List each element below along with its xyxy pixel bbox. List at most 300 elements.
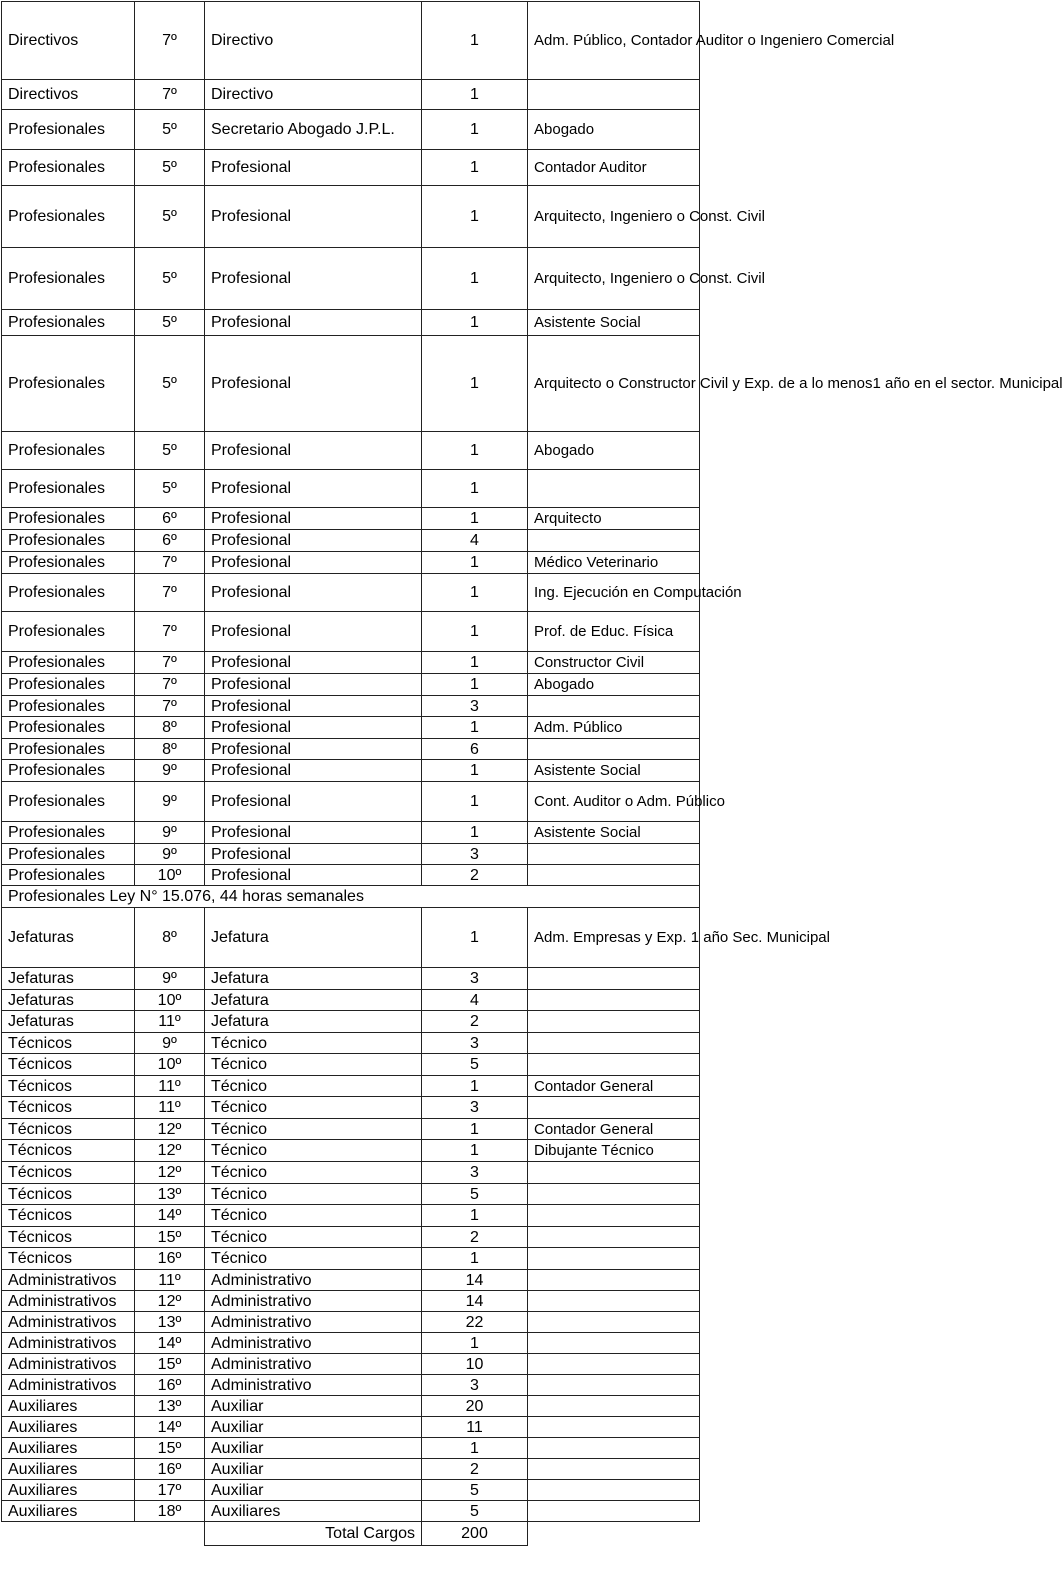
position-cell: Profesional xyxy=(205,470,422,508)
escalafon-cell: Técnicos xyxy=(2,1119,135,1140)
escalafon-cell: Auxiliares xyxy=(2,1396,135,1417)
table-row xyxy=(2,1076,700,1097)
table-row xyxy=(2,1270,700,1291)
table-row xyxy=(2,1312,700,1333)
grade-cell: 16º xyxy=(135,1375,205,1396)
requirement-cell: Adm. Público, Contador Auditor o Ingeniero Comercial xyxy=(528,2,700,80)
requirement-cell xyxy=(528,80,700,110)
requirement-cell xyxy=(528,1227,700,1248)
escalafon-cell: Administrativos xyxy=(2,1291,135,1312)
requirement-cell: Abogado xyxy=(528,432,700,470)
requirement-cell xyxy=(528,1097,700,1119)
quantity-cell: 4 xyxy=(422,990,528,1011)
grade-cell: 10º xyxy=(135,990,205,1011)
table-row xyxy=(2,674,700,696)
escalafon-cell: Profesionales xyxy=(2,248,135,310)
table-row xyxy=(2,310,700,336)
quantity-cell: 11 xyxy=(422,1417,528,1438)
grade-cell: 12º xyxy=(135,1291,205,1312)
quantity-cell: 14 xyxy=(422,1291,528,1312)
requirement-cell: Dibujante Técnico xyxy=(528,1140,700,1162)
grade-cell: 6º xyxy=(135,508,205,530)
escalafon-cell: Profesionales xyxy=(2,508,135,530)
escalafon-cell: Técnicos xyxy=(2,1227,135,1248)
escalafon-cell: Técnicos xyxy=(2,1205,135,1227)
requirement-cell xyxy=(528,1011,700,1033)
escalafon-cell: Profesionales xyxy=(2,110,135,150)
quantity-cell: 1 xyxy=(422,1076,528,1097)
table-row xyxy=(2,110,700,150)
blank-cell xyxy=(528,1522,700,1546)
grade-cell: 7º xyxy=(135,652,205,674)
staffing-table xyxy=(1,1,1063,1546)
table-row xyxy=(2,150,700,186)
requirement-cell: Médico Veterinario xyxy=(528,552,700,574)
requirement-cell: Arquitecto, Ingeniero o Const. Civil xyxy=(528,248,700,310)
grade-cell: 13º xyxy=(135,1312,205,1333)
quantity-cell: 1 xyxy=(422,1248,528,1270)
quantity-cell: 1 xyxy=(422,1205,528,1227)
quantity-cell: 1 xyxy=(422,336,528,432)
escalafon-cell: Profesionales xyxy=(2,674,135,696)
position-cell: Profesional xyxy=(205,696,422,717)
grade-cell: 11º xyxy=(135,1011,205,1033)
escalafon-cell: Profesionales xyxy=(2,336,135,432)
requirement-cell: Prof. de Educ. Física xyxy=(528,612,700,652)
position-cell: Profesional xyxy=(205,865,422,886)
table-row xyxy=(2,80,700,110)
table-row xyxy=(2,1162,700,1184)
grade-cell: 8º xyxy=(135,717,205,739)
requirement-cell xyxy=(528,844,700,865)
requirement-cell: Abogado xyxy=(528,674,700,696)
grade-cell: 15º xyxy=(135,1227,205,1248)
table-row xyxy=(2,1184,700,1205)
position-cell: Administrativo xyxy=(205,1354,422,1375)
grade-cell: 9º xyxy=(135,844,205,865)
escalafon-cell: Profesionales xyxy=(2,696,135,717)
grade-cell: 10º xyxy=(135,865,205,886)
escalafon-cell: Técnicos xyxy=(2,1140,135,1162)
grade-cell: 5º xyxy=(135,432,205,470)
requirement-cell xyxy=(528,1417,700,1438)
grade-cell: 8º xyxy=(135,739,205,760)
grade-cell: 7º xyxy=(135,612,205,652)
position-cell: Auxiliar xyxy=(205,1480,422,1501)
requirement-cell xyxy=(528,1162,700,1184)
grade-cell: 14º xyxy=(135,1205,205,1227)
position-cell: Auxiliar xyxy=(205,1459,422,1480)
quantity-cell: 1 xyxy=(422,2,528,80)
grade-cell: 7º xyxy=(135,552,205,574)
position-cell: Auxiliar xyxy=(205,1417,422,1438)
table-row xyxy=(2,968,700,990)
quantity-cell: 1 xyxy=(422,248,528,310)
requirement-cell: Arquitecto, Ingeniero o Const. Civil xyxy=(528,186,700,248)
grade-cell: 9º xyxy=(135,782,205,822)
escalafon-cell: Jefaturas xyxy=(2,968,135,990)
table-row xyxy=(2,1140,700,1162)
table-row xyxy=(2,1119,700,1140)
escalafon-cell: Técnicos xyxy=(2,1054,135,1076)
escalafon-cell: Profesionales xyxy=(2,310,135,336)
escalafon-cell: Profesionales xyxy=(2,574,135,612)
requirement-cell: Asistente Social xyxy=(528,822,700,844)
requirement-cell xyxy=(528,1459,700,1480)
escalafon-cell: Técnicos xyxy=(2,1184,135,1205)
grade-cell: 7º xyxy=(135,674,205,696)
escalafon-cell: Profesionales xyxy=(2,739,135,760)
escalafon-cell: Profesionales xyxy=(2,470,135,508)
escalafon-cell: Profesionales xyxy=(2,552,135,574)
escalafon-cell: Directivos xyxy=(2,2,135,80)
requirement-cell: Contador Auditor xyxy=(528,150,700,186)
table-body xyxy=(2,2,1063,1546)
position-cell: Jefatura xyxy=(205,1011,422,1033)
quantity-cell: 1 xyxy=(422,110,528,150)
escalafon-cell: Profesionales xyxy=(2,844,135,865)
position-cell: Profesional xyxy=(205,186,422,248)
quantity-cell: 1 xyxy=(422,432,528,470)
escalafon-cell: Auxiliares xyxy=(2,1480,135,1501)
position-cell: Técnico xyxy=(205,1227,422,1248)
escalafon-cell: Profesionales xyxy=(2,717,135,739)
position-cell: Profesional xyxy=(205,717,422,739)
position-cell: Administrativo xyxy=(205,1270,422,1291)
position-cell: Profesional xyxy=(205,150,422,186)
quantity-cell: 3 xyxy=(422,1162,528,1184)
position-cell: Auxiliares xyxy=(205,1501,422,1522)
grade-cell: 7º xyxy=(135,696,205,717)
requirement-cell xyxy=(528,865,700,886)
position-cell: Profesional xyxy=(205,508,422,530)
table-row xyxy=(2,470,700,508)
table-row xyxy=(2,652,700,674)
requirement-cell xyxy=(528,1375,700,1396)
table-row xyxy=(2,822,700,844)
position-cell: Técnico xyxy=(205,1097,422,1119)
requirement-cell: Constructor Civil xyxy=(528,652,700,674)
grade-cell: 8º xyxy=(135,908,205,968)
quantity-cell: 6 xyxy=(422,739,528,760)
quantity-cell: 1 xyxy=(422,574,528,612)
requirement-cell: Cont. Auditor o Adm. Público xyxy=(528,782,700,822)
quantity-cell: 1 xyxy=(422,310,528,336)
requirement-cell xyxy=(528,990,700,1011)
requirement-cell xyxy=(528,1054,700,1076)
grade-cell: 14º xyxy=(135,1417,205,1438)
grade-cell: 6º xyxy=(135,530,205,552)
table-row xyxy=(2,886,700,908)
position-cell: Directivo xyxy=(205,80,422,110)
grade-cell: 17º xyxy=(135,1480,205,1501)
position-cell: Profesional xyxy=(205,652,422,674)
requirement-cell: Asistente Social xyxy=(528,760,700,782)
position-cell: Técnico xyxy=(205,1033,422,1054)
position-cell: Profesional xyxy=(205,248,422,310)
table-row xyxy=(2,552,700,574)
position-cell: Jefatura xyxy=(205,990,422,1011)
quantity-cell: 5 xyxy=(422,1501,528,1522)
total-value: 200 xyxy=(422,1522,528,1546)
position-cell: Técnico xyxy=(205,1119,422,1140)
requirement-cell: Arquitecto o Constructor Civil y Exp. de a lo menos1 año en el sector. Municipal xyxy=(528,336,700,432)
total-label: Total Cargos xyxy=(205,1522,422,1546)
requirement-cell xyxy=(528,696,700,717)
escalafon-cell: Profesionales xyxy=(2,432,135,470)
escalafon-cell: Profesionales xyxy=(2,150,135,186)
table-row xyxy=(2,1480,700,1501)
position-cell: Auxiliar xyxy=(205,1396,422,1417)
requirement-cell xyxy=(528,1291,700,1312)
position-cell: Administrativo xyxy=(205,1375,422,1396)
requirement-cell xyxy=(528,1438,700,1459)
grade-cell: 5º xyxy=(135,110,205,150)
table-row xyxy=(2,2,700,80)
quantity-cell: 1 xyxy=(422,80,528,110)
table-row xyxy=(2,432,700,470)
position-cell: Secretario Abogado J.P.L. xyxy=(205,110,422,150)
position-cell: Profesional xyxy=(205,432,422,470)
grade-cell: 15º xyxy=(135,1438,205,1459)
requirement-cell xyxy=(528,1184,700,1205)
grade-cell: 9º xyxy=(135,1033,205,1054)
quantity-cell: 1 xyxy=(422,186,528,248)
quantity-cell: 1 xyxy=(422,1438,528,1459)
quantity-cell: 1 xyxy=(422,652,528,674)
escalafon-cell: Técnicos xyxy=(2,1097,135,1119)
grade-cell: 16º xyxy=(135,1459,205,1480)
grade-cell: 5º xyxy=(135,150,205,186)
position-cell: Profesional xyxy=(205,782,422,822)
requirement-cell xyxy=(528,739,700,760)
position-cell: Profesional xyxy=(205,310,422,336)
table-row xyxy=(2,1011,700,1033)
quantity-cell: 1 xyxy=(422,1333,528,1354)
grade-cell: 5º xyxy=(135,310,205,336)
table-row xyxy=(2,865,700,886)
position-cell: Profesional xyxy=(205,336,422,432)
escalafon-cell: Técnicos xyxy=(2,1033,135,1054)
table-row xyxy=(2,336,700,432)
requirement-cell xyxy=(528,1396,700,1417)
table-row xyxy=(2,1375,700,1396)
requirement-cell xyxy=(528,1333,700,1354)
table-row xyxy=(2,1248,700,1270)
grade-cell: 5º xyxy=(135,336,205,432)
escalafon-cell: Administrativos xyxy=(2,1375,135,1396)
escalafon-cell: Auxiliares xyxy=(2,1459,135,1480)
escalafon-cell: Técnicos xyxy=(2,1076,135,1097)
quantity-cell: 3 xyxy=(422,696,528,717)
grade-cell: 13º xyxy=(135,1396,205,1417)
grade-cell: 13º xyxy=(135,1184,205,1205)
quantity-cell: 1 xyxy=(422,552,528,574)
grade-cell: 14º xyxy=(135,1333,205,1354)
position-cell: Profesional xyxy=(205,674,422,696)
grade-cell: 7º xyxy=(135,2,205,80)
grade-cell: 5º xyxy=(135,470,205,508)
position-cell: Técnico xyxy=(205,1205,422,1227)
requirement-cell xyxy=(528,1354,700,1375)
quantity-cell: 3 xyxy=(422,1033,528,1054)
grade-cell: 12º xyxy=(135,1140,205,1162)
table-row xyxy=(2,1333,700,1354)
quantity-cell: 3 xyxy=(422,1097,528,1119)
quantity-cell: 5 xyxy=(422,1184,528,1205)
table-row xyxy=(2,1205,700,1227)
grade-cell: 11º xyxy=(135,1097,205,1119)
escalafon-cell: Jefaturas xyxy=(2,990,135,1011)
position-cell: Profesional xyxy=(205,530,422,552)
table-row xyxy=(2,908,700,968)
grade-cell: 11º xyxy=(135,1270,205,1291)
quantity-cell: 1 xyxy=(422,760,528,782)
escalafon-cell: Administrativos xyxy=(2,1333,135,1354)
position-cell: Técnico xyxy=(205,1140,422,1162)
requirement-cell: Adm. Empresas y Exp. 1 año Sec. Municipal xyxy=(528,908,700,968)
quantity-cell: 2 xyxy=(422,865,528,886)
requirement-cell: Contador General xyxy=(528,1119,700,1140)
table-row xyxy=(2,574,700,612)
quantity-cell: 2 xyxy=(422,1459,528,1480)
table-row xyxy=(2,248,700,310)
table-row xyxy=(2,1054,700,1076)
quantity-cell: 1 xyxy=(422,717,528,739)
table-row xyxy=(2,530,700,552)
requirement-cell xyxy=(528,530,700,552)
position-cell: Profesional xyxy=(205,612,422,652)
escalafon-cell: Profesionales xyxy=(2,530,135,552)
table-row xyxy=(2,1417,700,1438)
position-cell: Técnico xyxy=(205,1054,422,1076)
table-row xyxy=(2,186,700,248)
requirement-cell xyxy=(528,1312,700,1333)
position-cell: Técnico xyxy=(205,1076,422,1097)
escalafon-cell: Profesionales xyxy=(2,865,135,886)
quantity-cell: 5 xyxy=(422,1054,528,1076)
escalafon-cell: Directivos xyxy=(2,80,135,110)
quantity-cell: 1 xyxy=(422,782,528,822)
requirement-cell xyxy=(528,1248,700,1270)
escalafon-cell: Auxiliares xyxy=(2,1501,135,1522)
table-row xyxy=(2,1033,700,1054)
quantity-cell: 10 xyxy=(422,1354,528,1375)
escalafon-cell: Auxiliares xyxy=(2,1438,135,1459)
escalafon-cell: Profesionales xyxy=(2,652,135,674)
table-row xyxy=(2,1396,700,1417)
position-cell: Administrativo xyxy=(205,1333,422,1354)
escalafon-cell: Técnicos xyxy=(2,1162,135,1184)
escalafon-cell: Administrativos xyxy=(2,1270,135,1291)
position-cell: Directivo xyxy=(205,2,422,80)
quantity-cell: 4 xyxy=(422,530,528,552)
table-row xyxy=(2,1354,700,1375)
escalafon-cell: Profesionales xyxy=(2,782,135,822)
grade-cell: 7º xyxy=(135,80,205,110)
position-cell: Auxiliar xyxy=(205,1438,422,1459)
position-cell: Técnico xyxy=(205,1162,422,1184)
position-cell: Profesional xyxy=(205,552,422,574)
table-row xyxy=(2,1227,700,1248)
quantity-cell: 1 xyxy=(422,1140,528,1162)
escalafon-cell: Administrativos xyxy=(2,1312,135,1333)
grade-cell: 9º xyxy=(135,760,205,782)
requirement-cell: Contador General xyxy=(528,1076,700,1097)
position-cell: Profesional xyxy=(205,822,422,844)
quantity-cell: 1 xyxy=(422,470,528,508)
table-row xyxy=(2,1291,700,1312)
table-row xyxy=(2,1459,700,1480)
total-row xyxy=(2,1522,700,1546)
table-row xyxy=(2,844,700,865)
requirement-cell xyxy=(528,1480,700,1501)
quantity-cell: 1 xyxy=(422,1119,528,1140)
table-row xyxy=(2,1501,700,1522)
escalafon-cell: Profesionales xyxy=(2,822,135,844)
grade-cell: 9º xyxy=(135,822,205,844)
escalafon-cell: Profesionales xyxy=(2,612,135,652)
requirement-cell xyxy=(528,1033,700,1054)
escalafon-cell: Jefaturas xyxy=(2,908,135,968)
requirement-cell: Ing. Ejecución en Computación xyxy=(528,574,700,612)
quantity-cell: 2 xyxy=(422,1227,528,1248)
quantity-cell: 1 xyxy=(422,508,528,530)
table-row xyxy=(2,508,700,530)
quantity-cell: 2 xyxy=(422,1011,528,1033)
table-row xyxy=(2,717,700,739)
table-row xyxy=(2,1438,700,1459)
position-cell: Jefatura xyxy=(205,908,422,968)
grade-cell: 10º xyxy=(135,1054,205,1076)
quantity-cell: 1 xyxy=(422,908,528,968)
quantity-cell: 3 xyxy=(422,1375,528,1396)
escalafon-cell: Administrativos xyxy=(2,1354,135,1375)
position-cell: Técnico xyxy=(205,1248,422,1270)
grade-cell: 12º xyxy=(135,1119,205,1140)
quantity-cell: 1 xyxy=(422,612,528,652)
section-note: Profesionales Ley N° 15.076, 44 horas semanales xyxy=(2,886,700,908)
position-cell: Profesional xyxy=(205,844,422,865)
grade-cell: 16º xyxy=(135,1248,205,1270)
grade-cell: 11º xyxy=(135,1076,205,1097)
position-cell: Técnico xyxy=(205,1184,422,1205)
requirement-cell: Arquitecto xyxy=(528,508,700,530)
quantity-cell: 1 xyxy=(422,674,528,696)
table-row xyxy=(2,760,700,782)
quantity-cell: 1 xyxy=(422,822,528,844)
requirement-cell xyxy=(528,470,700,508)
escalafon-cell: Técnicos xyxy=(2,1248,135,1270)
requirement-cell xyxy=(528,968,700,990)
requirement-cell: Adm. Público xyxy=(528,717,700,739)
grade-cell: 5º xyxy=(135,186,205,248)
table-row xyxy=(2,739,700,760)
grade-cell: 9º xyxy=(135,968,205,990)
escalafon-cell: Jefaturas xyxy=(2,1011,135,1033)
grade-cell: 18º xyxy=(135,1501,205,1522)
escalafon-cell: Profesionales xyxy=(2,186,135,248)
position-cell: Profesional xyxy=(205,739,422,760)
grade-cell: 12º xyxy=(135,1162,205,1184)
position-cell: Administrativo xyxy=(205,1312,422,1333)
quantity-cell: 14 xyxy=(422,1270,528,1291)
table-row xyxy=(2,696,700,717)
position-cell: Profesional xyxy=(205,760,422,782)
table-row xyxy=(2,990,700,1011)
quantity-cell: 20 xyxy=(422,1396,528,1417)
grade-cell: 7º xyxy=(135,574,205,612)
